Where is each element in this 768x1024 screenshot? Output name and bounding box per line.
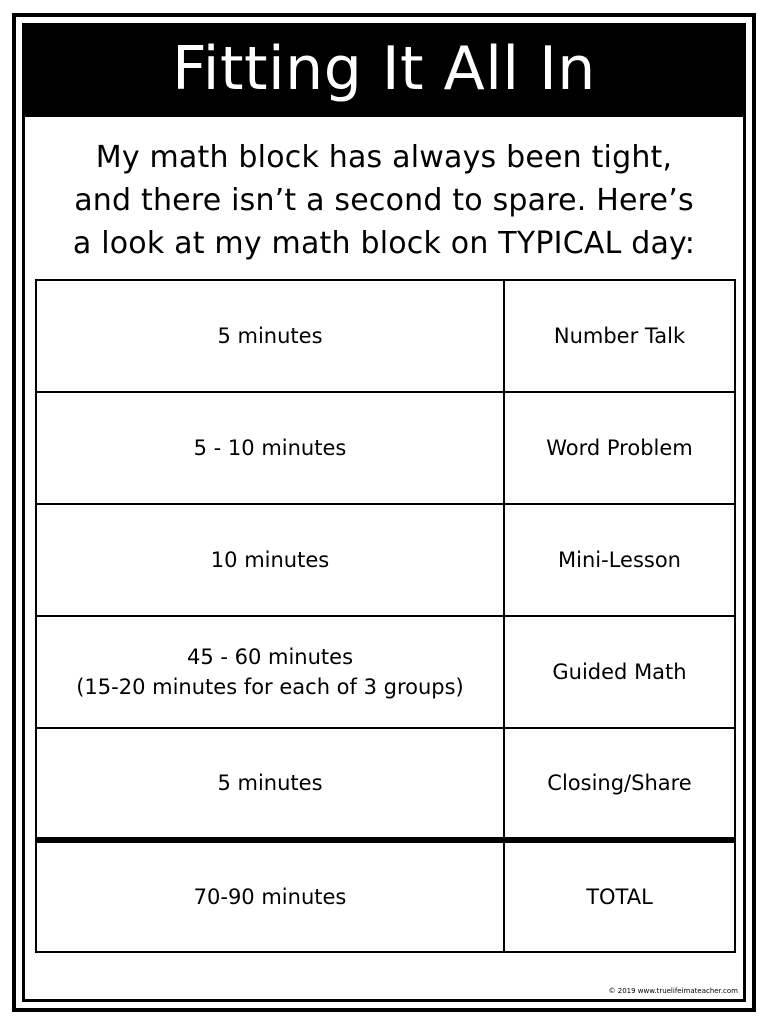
- table-row: [36, 504, 735, 616]
- duration-text: 5 - 10 minutes: [193, 436, 347, 460]
- activity-cell: Closing/Share: [504, 728, 735, 840]
- duration-cell: [36, 504, 504, 616]
- page-title: Fitting It All In: [172, 34, 596, 104]
- intro-line: My math block has always been tight,: [95, 140, 673, 175]
- duration-cell: [36, 728, 504, 840]
- activity-cell: Guided Math: [504, 616, 735, 728]
- schedule-table: [35, 279, 736, 953]
- table-row: [36, 728, 735, 840]
- table-row: [36, 616, 735, 728]
- total-label-cell: TOTAL: [504, 840, 735, 952]
- duration-text: 5 minutes: [217, 771, 323, 795]
- duration-text: 45 - 60 minutes: [186, 645, 354, 669]
- activity-cell: Number Talk: [504, 280, 735, 392]
- copyright-footer: © 2019 www.truelifeimateacher.com: [608, 987, 738, 995]
- activity-cell: Mini-Lesson: [504, 504, 735, 616]
- intro-line: and there isn’t a second to spare. Here’s: [74, 183, 694, 218]
- duration-cell: [36, 616, 504, 728]
- total-row: [36, 840, 735, 952]
- duration-note: (15-20 minutes for each of 3 groups): [76, 675, 464, 699]
- title-banner: [25, 25, 743, 117]
- activity-cell: Word Problem: [504, 392, 735, 504]
- duration-cell: [36, 280, 504, 392]
- table-row: [36, 280, 735, 392]
- duration-cell: [36, 392, 504, 504]
- total-duration-cell: 70-90 minutes: [36, 840, 504, 952]
- duration-text: 10 minutes: [210, 548, 330, 572]
- table-row: [36, 392, 735, 504]
- duration-text: 5 minutes: [217, 324, 323, 348]
- intro-paragraph: [28, 136, 740, 265]
- intro-line: a look at my math block on TYPICAL day:: [72, 226, 696, 261]
